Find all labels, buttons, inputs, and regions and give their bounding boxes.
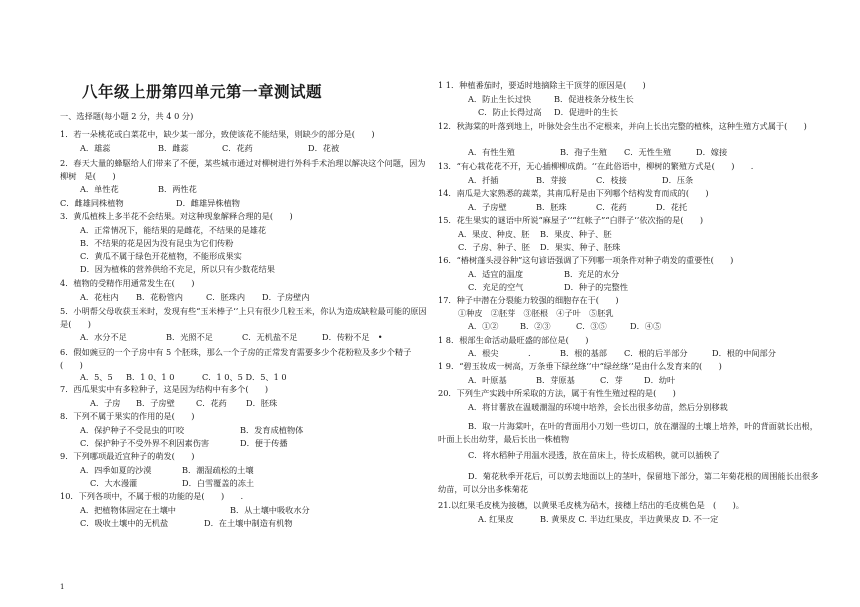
question-2: 2．春天大量的蜂駆给人们带来了不便，某些城市通过对柳树进行外科手术治理以解决这个问题，因为柳树 是( ) <box>60 158 426 181</box>
question-3: 3．黄瓜植株上多半花不会结果。对这种现象解释合理的是( ) <box>60 211 293 221</box>
option: . <box>528 348 531 358</box>
option: C．花药 <box>222 143 253 153</box>
option: D．在土壤中制造有机物 <box>204 518 293 528</box>
option: C．保护种子不受外界不利因素伤害 <box>80 438 210 448</box>
option: D．因为植株的营养供给不充足，所以只有少数花结果 <box>80 264 275 274</box>
option: A. 红果皮 <box>478 514 514 524</box>
option: ①种皮 ②胚芽 ③胚根 ④子叶 ⑤胚乳 <box>458 308 614 318</box>
option: A．果皮、种皮、胚 <box>458 229 530 239</box>
option: B．两性花 <box>158 184 197 194</box>
option: C．防止长得过高 <box>478 107 542 117</box>
question-1: 1．若一朵桃花或白菜花中，缺少某一部分，致使该花不能结果，则缺少的部分是( ) <box>60 129 375 139</box>
option: C．枝接 <box>596 175 627 185</box>
option: B．根的基部 <box>560 348 607 358</box>
option: A．把植物体固定在土壤中 <box>80 505 176 515</box>
option: B．发育成植物体 <box>240 425 304 435</box>
option: B．花粉管内 <box>136 292 183 302</box>
option: B．果皮、种子、胚 <box>540 229 612 239</box>
option: A．正常情况下，能结果的是雌花，不结果的是雄花 <box>80 225 267 235</box>
option: B．雌蕊 <box>158 143 189 153</box>
option: B．取一片海棠叶，在叶的背面用小刀划一些切口，放在潮湿的土壤上培养，叶的背面就长出根，叶面上长出幼芽，最后长出一株植物 <box>438 421 818 444</box>
question-13: 13．“有心栽花花不开，无心插柳柳成荫。‘’在此俗语中，柳树的繁殖方式是( ) . <box>438 161 754 171</box>
option: D．花被 <box>308 143 340 153</box>
option: A．保护种子不受昆虫的叮咬 <box>80 425 185 435</box>
option: A．子房 <box>90 398 121 408</box>
option: D．促进叶的生长 <box>554 107 618 117</box>
option: D．种子的完整性 <box>564 282 628 292</box>
option: C．花药 <box>196 398 227 408</box>
question-5: 5．小明帮父母收获玉米时，发现有些“玉米棒子‘’上只有很少几粒玉米，你认为造成缺粒最可能的原因是( ) <box>60 306 427 329</box>
option: C．将水稻种子用温水浸透，放在苗床上，待长成稻秧，就可以插秧了 <box>468 450 720 460</box>
option: C．吸收土壤中的无机盐 <box>80 518 169 528</box>
option: D．菊花秋季开花后，可以剪去地面以上的茎叶，保留地下部分，第二年菊花根的周围能长出很多幼苗，可以分出多株菊花 <box>438 471 819 494</box>
option: B．1 0、1 0 <box>126 372 175 382</box>
option: B．孢子生殖 <box>560 147 607 157</box>
question-20: 20．下列生产实践中所采取的方法，属于有性生殖过程的是( ) <box>438 388 676 398</box>
option: A．扦插 <box>468 175 499 185</box>
question-16: 16．“椿树蓬头浸谷种”这句谚语强调了下列哪一项条件对种子萌发的重要性( ) <box>438 255 734 265</box>
option: C．无机盐不足 <box>242 332 298 342</box>
option: C．1 0、5 D．5、1 0 <box>202 372 287 382</box>
question-8: 8．下列不属于果实的作用的是( ) <box>60 411 195 421</box>
option: C．雌雄同株植物 <box>60 198 124 208</box>
option: A．四季如夏的沙漠 <box>80 465 152 475</box>
option: B．子房壁 <box>136 398 175 408</box>
option: D．便于传播 <box>240 438 288 448</box>
option: A．防止生长过快 <box>468 94 532 104</box>
question-11: 1 1．种植番茄时，要适时地摘除主干顶芽的原因是( ) <box>438 80 646 90</box>
option: D．果实、种子、胚珠 <box>540 242 621 252</box>
option: D．白雪覆盖的冻土 <box>182 478 255 488</box>
question-9: 9．下列哪项最近宜种子的萌发( ) <box>60 451 195 461</box>
option: B．充足的水分 <box>564 269 620 279</box>
question-4: 4．植物的受精作用通常发生在( ) <box>60 278 195 288</box>
question-18: 1 8．根部生命活动最旺盛的部位是( ) <box>438 335 589 345</box>
option: C．大水漫灌 <box>90 478 138 488</box>
option: C．根的后半部分 <box>624 348 688 358</box>
page-number: 1 <box>60 583 65 591</box>
question-17: 17．种子中潜在分裂能力较强的细胞存在于( ) <box>438 295 619 305</box>
option: D．根的中间部分 <box>712 348 776 358</box>
option: A．①② <box>468 321 499 331</box>
option: C．充足的空气 <box>468 282 524 292</box>
option: B．芽原基 <box>536 375 575 385</box>
option: C．③⑤ <box>576 321 607 331</box>
question-14: 14．南瓜是大家熟悉的蔬菜，其南瓜籽是由下列哪个结构发育而成的( ) <box>438 188 709 198</box>
question-10: 10．下列各项中，不属于根的功能的是( ) . <box>60 491 244 501</box>
question-7: 7．西瓜果实中有多粒种子，这是因为结构中有多个( ) <box>60 384 269 394</box>
page-title: 八年级上册第四单元第一章测试题 <box>82 82 323 101</box>
option: D．压条 <box>662 175 694 185</box>
option: B．光照不足 <box>166 332 213 342</box>
question-15: 15．花生果实的谜语中所说“麻屋子‘’“红帐子”“白胖子‘’依次指的是( ) <box>438 215 704 225</box>
option: C．胚珠内 <box>206 292 246 302</box>
option: A．雄蕊 <box>80 143 111 153</box>
option: A．将甘薯放在温暖潮湿的环境中培养，会长出很多幼苗，然后分别移栽 <box>468 402 728 412</box>
option: A．花柱内 <box>80 292 119 302</box>
option: B．潮湿疏松的土壤 <box>182 465 254 475</box>
option: B．芽接 <box>536 175 567 185</box>
option: B．不结果的花是因为没有昆虫为它们传粉 <box>80 238 234 248</box>
option: A．子房壁 <box>468 202 507 212</box>
option: C．子房、种子、胚 <box>458 242 530 252</box>
option: D．幼叶 <box>644 375 676 385</box>
option: B．从土壤中吸收水分 <box>230 505 310 515</box>
option: A．有性生殖 <box>468 147 515 157</box>
question-6: 6．假如豌豆的一个子房中有 5 个胚珠，那么一个子房的正常发育需要多少个花粉粒及多少个精子( ) <box>60 347 412 370</box>
option: C．无性生殖 <box>624 147 672 157</box>
option: C．芽 <box>600 375 623 385</box>
option: D．④⑤ <box>630 321 662 331</box>
option: D．雌雄异株植物 <box>176 198 240 208</box>
option: D．嫁接 <box>696 147 728 157</box>
option: C．花药 <box>596 202 627 212</box>
section-heading: 一、选择题(每小题 2 分，共 4 0 分) <box>60 111 194 121</box>
option: B．②③ <box>520 321 551 331</box>
option: D．花托 <box>656 202 688 212</box>
option: A．适宜的温度 <box>468 269 524 279</box>
option: B．胚珠 <box>536 202 567 212</box>
option: C．黄瓜不属于绿色开花植物，不能形成果实 <box>80 251 242 261</box>
question-21: 21.以红果毛皮桃为接穗，以黄果毛皮桃为砧木，接穗上结出的毛皮桃色是 ( )。 <box>438 500 744 510</box>
option: A．水分不足 <box>80 332 127 342</box>
option: D．胚珠 <box>246 398 278 408</box>
option: D．子房壁内 <box>262 292 310 302</box>
option: A．5、5 <box>80 372 113 382</box>
option: A．根尖 <box>468 348 499 358</box>
option: A．叶原基 <box>468 375 507 385</box>
option: B．促进枝条分枝生长 <box>554 94 634 104</box>
option: B. 黄果皮 C. 半边红果皮，半边黄果皮 D. 不一定 <box>540 514 719 524</box>
question-19: 1 9．“碧玉妆成一树高，万条垂下绿丝绦‘’中“绿丝绦‘’是由什么发育来的( ) <box>438 361 722 371</box>
question-12: 12．秋海棠的叶落到地上，叶脉处会生出不定根来，并向上长出完整的植株，这种生殖方式属于( ) <box>438 121 807 131</box>
option: A．单性花 <box>80 184 119 194</box>
option: D．传粉不足 • <box>322 332 383 342</box>
